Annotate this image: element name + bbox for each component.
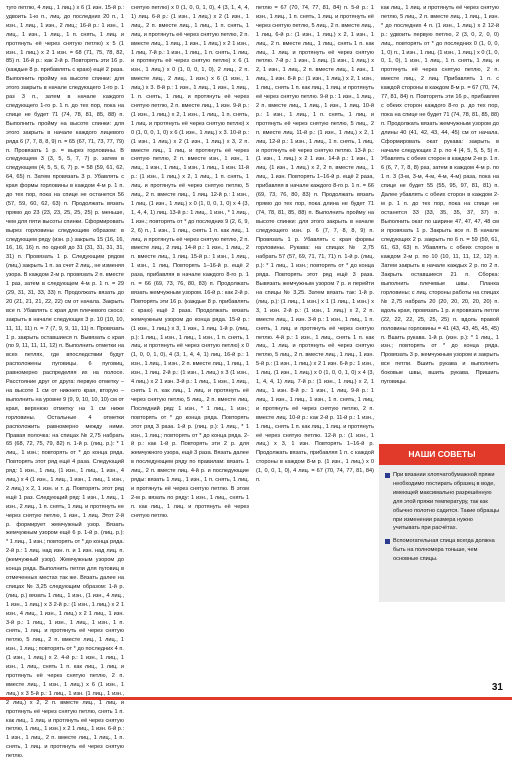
- column-2-text: снятую петлю) х 0 (1, 0, 0, 1, 0), 4 (3, 1, 4, 4, 1) лиц. 6-й р.: (1 изн., 1 лиц.) х 2 (1 изн., 1 лиц., 2 п. вместе лиц., 1 лиц., 1 п. снять, 1 лиц. и протянуть её через снятую петлю, 2 п. вместе лиц., 1 лиц., 1 изн., 1 лиц.) х 2 1 изн., 1 лиц. 7-й р.: 1 изн., 1 лиц., 1 п. снять, 1 лиц. и протянуть её через снятую петлю) х 6 (1 изн., 1 лиц.) х 0 (1, 0, 0, 1, 0), 2 лиц., 2 п. вместе лиц., 2 лиц., 1 изн.) х 6 (1 изн., 1 лиц.) х 3. 8-й р.: 1 изн., 1 лиц., 1 изн., 1 лиц., 1 п. снять, 1 лиц. и протянуть её через снятую петлю, 2 п. вместе лиц., 1 изн. 9-й р.: (1 изн., 1 лиц.) х 2, 1 изн., 1 лиц., 1 п. снять, 1 лиц. и протянуть её через снятую петлю) х 0 (1, 0, 0, 1, 0) х 6 (1 изн., 1 лиц.) х 3. 10-й р.: (1 изн., 1 лиц.) х 2 (1 изн., 1 лиц.) х 3, 2 п. вместе лиц., 1 лиц. и протянуть её через снятую петлю, 2 п. вместе изн., 1 изн., 1 лиц., 1 изн., 1 лиц., 1 изн., 1 лиц., 1 изн. 11-й р.: (1 изн., 1 лиц.) х 2, 1 лиц., 1 п. снять, 1 лиц. и протянуть её через снятую петлю, 5 лиц., 2 п. вместе лиц., 1 лиц. 12-й р.: 1 изн., 1 лиц. (1 изн., 1 лиц.) х 0 (1, 0, 0, 1, 0) х 4 (3, 1, 4, 4, 1) лиц. 13-й р.: 1 лиц., 1 изн., * 1 лиц., 1 изн.; повторять от * до последних 9 (2, 6, 9, 2, 6) п., 1 изн., 1 лиц., снять 1 п. как лиц., 1 лиц. и протянуть её через снятую петлю, 2 п. вместе лиц., 2 лиц. 14-й р.: 1 изн., 1 лиц., 2 п. вместе лиц., 1 лиц. 15-й р.: 1 изн., 1 лиц., 1 изн., 1 лиц. Повторять 1–16-й р. ещё 2 раза, прибавляя в начале каждого 8-го р. 1 п. = 66 (69, 73, 76, 80, 83) п. Продолжать вязать жемчужным узором. 16-й р.: как 2-й р. Повторять эти 16 р. (каждые 8 р. прибавлять с краю) ещё 2 раза. Продолжать вязать жемчужным узором до конца ряда. 15-й р.: (1 изн., 1 лиц.) х 3, 1 изн., 1 лиц. 1-й р. (лиц. р.): 1 лиц., 1 изн., 1 лиц., 1 изн., 1 п. снять, 1 лиц. и протянуть её через снятую петлю) х 0 (1, 0, 0, 1, 0), 4 (3, 1, 4, 4, 1) лиц. 16-й р.: 1 изн., 1 лиц., 1 изн., 2 п. вместе лиц., 1 лиц., 1 изн., 1 лиц. 2-й р.: (1 изн., 1 лиц.) х 3 (1 изн., 4 лиц.) х 2 1 изн. 3-й р.: 1 лиц., 1 изн., 1 лиц., снять 1 п. как лиц., 1 лиц. и протянуть её через снятую петлю, 5 лиц., 2 п. вместе лиц. Последний ряд: 1 изн., * 1 лиц., 1 изн.; повторять от * до конца ряда. Повторять этот ряд 3 раза. 1-й р. (лиц. р.): 1 лиц., * 1 изн., 1 лиц.; повторять от * до конца ряда. 2-й р.: как 1-й р. Повторять эти 2 р. для жемчужного узора, ещё 3 раза. Вязать далее в последующем ряду по правилам: вязать 1 лиц., 2 п. вместе лиц. 4-й р. и последующие ряды: вязать 1 лиц., 1 изн., 1 п. снять, 1 лиц. и протянуть её через снятую петлю. В этом 2-м р. вязать по ряду: 1 изн., 1 лиц., снять 1 п. как лиц., 1 лиц. и протянуть её через снятую петлю.: [131, 5, 249, 519]
- advice-list: [385, 471, 501, 568]
- advice-tip: [385, 537, 501, 564]
- advice-tip-text: При вязании хлопчатобумажной пряжи необходимо постирать образец в воде, имеющей максимально разрешённую для этой пряжи температуру, так как обычно полотно садится. Такие образцы при изменении размера нужно учитывать при расчётах.: [393, 472, 500, 532]
- text-column-2: [131, 4, 249, 672]
- advice-title: НАШИ СОВЕТЫ: [379, 444, 505, 465]
- column-4-text: как лиц., 1 лиц. и протянуть её через снятую петлю, 5 лиц., 2 п. вместе лиц., 1 лиц., 1 изн. * до последних 4 п. (1 изн., 1 лиц.) х 2 12-й р.: удвоить первую петлю, 2 (3, 0, 2, 0, 0) лиц., повторять от * до последних 0 (1, 0, 0, 1, 0) п., 1 изн., 1 лиц. (1 изн., 1 лиц.) х 0 (1, 0, 0, 1, 0), 1 изн., 1 лиц., 1 п. снять, 1 лиц. и протянуть её через снятую петлю, 2 п. вместе лиц., 2 лиц. Прибавлять 1 п. с каждой стороны в каждом 8-м р. = 67 (70, 74, 77, 81, 84) п. Повторять эти 16 р., прибавляя с обеих сторон каждого 8-го р. до тех пор, пока на спице не будет 71 (74, 78, 81, 85, 88) п. Продолжать вязать жемчужным узором до длины 40 (41, 42, 43, 44, 45) см от начала. Сформировать окат рукава: закрыть в начале следующих 2 р. по 4 (4, 5, 5, 5, 5) п. Убавлять с обеих сторон в каждом 2-м р. 1 п. 6 (6, 7, 7, 8, 8) раз, затем в каждом 4-м р. по 1 п. 3 (3-м, 3-м, 4-м, 4-м, 4-м) раза, пока на спице не будет 55 (55, 95, 97, 81, 81) п. Далее убавлять с обеих сторон в каждом 2-м р. 1 п. до тех пор, пока на спице не останется 33 (33, 35, 35, 37, 37) п. Выполнить окат по ширине 47, 47, 47, 48 см и провязать 1 р. Закрыть все п. В начале следующих 2 р. закрыть по 6 п. = 59 (59, 61, 61, 63, 63) п. Убавлять с обеих сторон в каждом 2-м р. по 10 (10, 11, 11, 12, 12) п. Затем закрыть в начале каждых 2 р. по 2 п. Закрыть оставшиеся 21 п. Сборка: выполнить плечевые швы. Планка горловины: с лиц. стороны работы на спицах № 2,75 набрать 20 (20, 20, 20, 20, 20) п. вдоль края, провязать 1 р. и провязать петли (22, 22, 22, 25, 25, 25) п. вдоль правой половины горловины = 41 (43, 43, 45, 45, 45) п. Вшить рукава. 1-й р. (изн. р.): * 1 лиц., 1 изн.; повторять от * до конца ряда. Провязать 3 р. жемчужным узором и закрыть все петли. Вшить рукава и выполнить боковые швы, вшить рукава. Пришить пуговицы.: [381, 5, 499, 386]
- advice-tip-text: Вспомогательная спица всегда должна быть на полномера тоньше, чем основные спицы.: [393, 538, 495, 563]
- column-3-text: петлю = 67 (70, 74, 77, 81, 84) п. 5-й р.: 1 изн., 1 лиц., 1 п. снять, 1 лиц. и протянуть её через снятую петлю, 5 лиц., 2 п. вместе лиц., 1 лиц. 6-й р.: (1 изн., 1 лиц.) х 2, 1 изн., 1 лиц., 2 п. вместе лиц., 1 лиц., снять 1 п. как лиц., 1 лиц. и протянуть её через снятую петлю. 7-й р.: 1 изн., 1 лиц. (1 изн., 1 лиц.) х 2, 1 изн., 1 лиц., 2 п. вместе лиц., 1 изн., 1 лиц., 1 изн. 8-й р.: (1 изн., 1 лиц.) х 2, 1 изн., 1 лиц., снять 1 п. как лиц., 1 лиц. и протянуть её через снятую петлю. 9-й р.: 1 изн., 1 лиц., 2 п. вместе лиц., 1 лиц., 1 изн., 1 лиц. 10-й р.: 1 изн., 1 лиц., 1 п. снять, 1 лиц. и протянуть её через снятую петлю, 5 лиц., 2 п. вместе лиц. 11-й р.: (1 изн., 1 лиц.) х 2, 1 лиц. 12-й р.: 1 изн., 1 лиц., 1 п. снять, 1 лиц. и протянуть её через снятую петлю. 13-й р.: (1 изн., 1 лиц.) х 2 1 изн. 14-й р.: 1 изн., 1 лиц. (1 изн., 1 лиц.) х 2, 2 п. вместе лиц., 1 лиц., 1 изн. Повторять 1–16-й р. ещё 2 раза, прибавляя в начале каждого 8-го р. 1 п. = 66 (69, 73, 76, 80, 83) п. Продолжать вязать прямо до тех пор, пока длина не будет 71 (74, 78, 81, 85, 88) п. Выполнить пройму на высоте спинки: для этого закрыть в начале следующего изн. р. 6 (7, 7, 8, 8, 9) п. Провязать 1 р. Убавлять с края формы горловины. Рукава: на спицах № 2,75 набрать 57 (57, 69, 71, 71, 71) п. 1-й р. (лиц. р.): * 1 лиц., 1 изн.; повторять от * до конца ряда. Повторять этот ряд ещё 3 раза. Вывязать жемчужным узором 7 р. и перейти на спицы № 3,25. Затем вязать так: 1-й р. (лиц. р.): (1 лиц., 1 изн.) х 1 (1 лиц., 1 изн.) х 3, 1 изн. 2-й р.: (1 изн., 1 лиц.) х 2, 2 п. вместе лиц., 1 изн. 3-й р.: 1 изн., 1 лиц., 1 п. снять, 1 лиц. и протянуть её через снятую петлю. 4-й р.: 1 изн., 1 лиц., снять 1 п. как лиц., 1 лиц. и протянуть её через снятую петлю, 5 лиц., 2 п. вместе лиц., 1 лиц., 1 изн. 5-й р.: (1 изн., 1 лиц.) х 2 1 изн. 6-й р.: 1 изн., 1 лиц. (1 изн., 1 лиц.) х 0 (1, 0, 0, 1, 0) х 4 (3, 1, 4, 4, 1) лиц. 7-й р.: (1 изн., 1 лиц.) х 2, 1 лиц., 1 изн. 8-й р.: 1 изн., 1 лиц. 9-й р.: 1 лиц., 1 изн., 1 лиц., 1 изн., 1 п. снять, 1 лиц. и протянуть её через снятую петлю, 2 п. вместе лиц. 10-й р.: как 2-й р. 11-й р.: 1 изн., 1 лиц., снять 1 п. как лиц., 1 лиц. и протянуть её через снятую петлю. 12-й р.: (1 изн., 1 лиц.) х 3, 1 изн. Повторять 1–16-й р. Продолжать вязать, прибавляя 1 п. с каждой стороны в каждом 8-м р. (1 изн., 1 лиц.) х 0 (1, 0, 0, 1, 0), 4 лиц. = 67 (70, 74, 77, 81, 84) п.: [256, 5, 374, 484]
- bottom-rule: [0, 697, 512, 700]
- text-column-3: [256, 4, 374, 672]
- square-bullet-icon: [385, 473, 390, 478]
- text-column-4: [381, 4, 499, 438]
- text-column-1: [6, 4, 124, 760]
- page-number: 31: [491, 682, 503, 693]
- square-bullet-icon: [385, 539, 390, 544]
- advice-box: [379, 444, 505, 602]
- advice-tip: [385, 471, 501, 533]
- column-1-text: туго петлю, 4 лиц., 1 лиц.) х 6 (1 изн. 15-й р.: удвоить 1-ю п., лиц. до последних 20 п., 1 изн., 1 лиц., 1 изн., 2 лиц.; 16-й р.: 1 изн., 1 лиц., 1 изн., 1 лиц., 1 п. снять, 1 лиц. и протянуть её через снятую петлю) х 5 (1 изн., 1 лиц.) х 2 1 изн. = 68 (71, 75, 78, 82, 85) п. 16-й р.: как 2-й р. Повторять эти 16 р. (каждые 8 р. прибавлять с краю) ещё 2 раза. Выполнить пройму на высоте спинки: для этого закрыть в начале следующего 1-го р. 1 раз 3 п., затем в начале каждого следующего 1-го р. 1 п. до тех пор, пока на спице не будет 71 (74, 78, 81, 85, 88) п. Выполнить пройму на высоте спинки: для этого закрыть в начале каждого лицевого ряда 6 (7, 7, 8, 8, 9) п. = 65 (67, 71, 73, 77, 79) п. Провязать 1 р. = вырез горловины. В следующем 3 (3, 5, 5, 7, 7) р. затем в следующем (4, 5, 5, 6, 7) р. = 58 (59, 61, 62, 64, 65) п. Затем провязать 3 р. Убавлять с края формы горловины в каждом 4-м р. 1 п. до тех пор, пока на спице не останется 56 (57, 59, 60, 62, 63) п. Продолжать вязать прямо до 23 (23, 23, 25, 25, 25) р. меньше, чем для пяти высоты спинки. Сформировать вырез горловины следующим образом: в следующем ряду (изн. р.) закрыть 15 (16, 16, 16, 16, 16) п. по одной до 31 (31, 31, 31, 31, 31) п. Провязать 1 р. Следующим рядом (лиц.) закрыть 1 п. за счет 2 лиц., не изменяя узора. В каждом 2-м р. провязать 2 п. вместе 1 раз, затем в следующем 4-м р. 1 п. = 29 (29, 31, 31, 33, 33) п. Продолжать вязать до 20 (21, 21, 21, 22, 22) см от начала. Закрыть все п. Убавлять с края для плечевого скоса: закрыть в начале следующих 3 р. 10 (10, 10, 11, 11, 11) п. = 7 (7, 9, 9, 11, 11) п. Провязать 1 р. закрыть оставшиеся п. Вывязать с края (по 9, 11, 11, 11, 12) п. Выполнить отметки на всех петлях, где впоследствии будут расположены пуговицы. 6 пуговиц, равномерно распределяя их на полосе. Расстояние друг от друга: первую отметку – на высоте 1 см от нижнего края, вторую – выполнить на уровне 9 (9, 9, 10, 10, 10) см от края, верхнюю отметку на 1 см ниже горловины. Остальные 4 отметки расположить равномерно между ними. Правая полочка: на спицах № 2,75 набрать 65 (68, 72, 75, 79, 82) п. 1-й р. (лиц. р.): * 1 лиц., 1 изн.; повторять от * до конца ряда. Повторять этот ряд ещё 4 раза. Следующий ряд: 1 изн., 1 лиц. (1 изн., 1 лиц., 1 изн., 4 лиц.) х 4 (1 изн., 1 лиц., 1 изн., 1 лиц., 1 изн., 2 лиц.) х 2, 1 изн. и т. д. Повторять этот ряд ещё 1 раз. Следующий ряд: 1 изн., 1 лиц., 1 изн., 2 лиц., 1 п. снять, 1 лиц. и протянуть ее через снятую петлю, 1 изн., 1 лиц. Этот 2-й р. формирует жемчужный узор. Вязать жемчужным узором ещё 6 р. 1-й р. (лиц. р.): * 1 лиц., 1 изн.; повторять от * до конца ряда. 2-й р.: 1 лиц. над изн. п. и 1 изн. над лиц. п. (жемчужный узор). Жемчужным узором до конца ряда. Выполнить петли для пуговиц в отмеченных местах так же. Вязать далее на спицах № 3,25 следующим образом: 1-й р. (лиц. р.) вязать 1 лиц., 1 изн., (1 изн., 4 лиц., 1 изн., 1 лиц.) х 3 2-й р.: (1 изн., 1 лиц.) х 2 1 изн., 4 лиц., 1 изн., 1 лиц.) х 2 1 лиц., 1 изн. 3-й р.: 1 лиц., 1 изн., 1 лиц., 1 изн., 1 п. снять, 1 лиц. и протянуть её через снятую петлю, 5 лиц., 2 п. вместе лиц., 1 лиц., 1 изн., 1 лиц.; повторять от * до последних 4 п. (1 изн., 1 лиц.) х 2. 4-й р.: 1 изн., 1 лиц., 1 изн., 1 лиц., снять 1 п. как лиц., 1 лиц. и протянуть её через снятую петлю, 2 п. вместе лиц., 1 изн., 1 лиц.) х 6 (1 изн., 1 лиц.) х 3 5-й р.: 1 лиц., 1 изн. (1 лиц., 1 изн., 2 лиц.) х 2, 2 п. вместе лиц., 1 лиц. и протянуть её через снятую петлю, снять 1 п. как лиц., 1 лиц. и протянуть её через снятую петлю, 1 лиц., 1 изн.) х 2 1 лиц., 1 изн. 6-й р.: 1 изн., 1 лиц., 2 п. вместе лиц., 1 лиц., 1 п. снять, 1 лиц. и протянуть её через снятую петлю.: [6, 5, 124, 760]
